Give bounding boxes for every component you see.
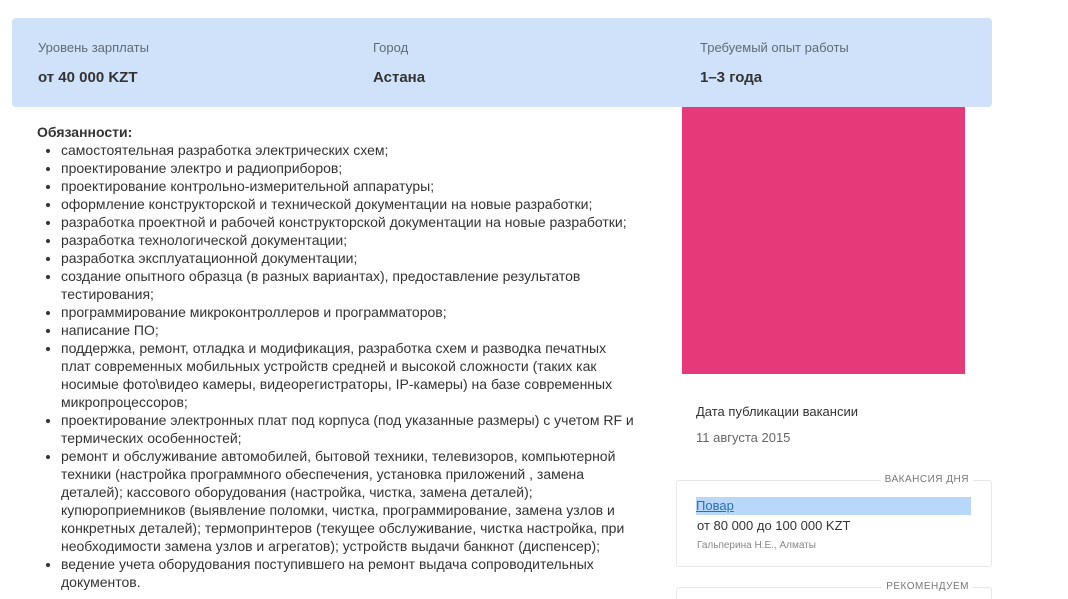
list-item: • ведение учета оборудования поступившего на ремонт выдача сопроводительных документов. — [61, 555, 611, 591]
publication-info — [696, 404, 858, 446]
experience-value: 1–3 года — [700, 69, 763, 86]
vacancy-of-day-tag: ВАКАНСИЯ ДНЯ — [881, 473, 973, 487]
list-item: • проектирование электронных плат под корпуса (под указанные размеры) с учетом RF и термических особенностей; — [61, 411, 657, 447]
salary-value: от 40 000 KZT — [38, 69, 138, 86]
experience-label: Требуемый опыт работы — [700, 40, 849, 55]
ad-banner[interactable] — [682, 107, 965, 374]
duties-title: Обязанности: — [37, 124, 133, 140]
recommended-tag: РЕКОМЕНДУЕМ — [882, 580, 973, 594]
list-item: • ремонт и обслуживание автомобилей, бытовой техники, телевизоров, компьютерной техники (настройка программного обеспечения, установка приложений , замена деталей); кассового оборудования (настройка, чистка, замена деталей); купюроприемников (выявление поломки, чистка, программирование, замена узлов и конкретных деталей); термопринтеров (текущее обслуживание, чистка настройка, при необходимости замена узлов и агрегатов); устройств выдачи банкнот (диспенсер); — [61, 447, 631, 555]
city-summary — [373, 40, 425, 87]
list-item: • программирование микроконтроллеров и программаторов; — [61, 303, 657, 321]
salary-label: Уровень зарплаты — [38, 40, 149, 55]
list-item: • проектирование контрольно-измерительной аппаратуры; — [61, 177, 657, 195]
list-item: • разработка технологической документации; — [61, 231, 657, 249]
publication-date: 11 августа 2015 — [696, 430, 791, 445]
list-item: • создание опытного образца (в разных вариантах), предоставление результатов тестирования; — [61, 267, 601, 303]
vacancy-of-day-link[interactable]: Повар — [696, 497, 971, 515]
experience-summary — [700, 40, 849, 87]
vacancy-of-day-employer: Гальперина Н.Е., Алматы — [697, 540, 816, 551]
list-item: • написание ПО; — [61, 321, 657, 339]
list-item: • разработка проектной и рабочей конструкторской документации на новые разработки; — [61, 213, 657, 231]
vacancy-of-day-card — [676, 474, 992, 567]
list-item: • разработка эксплуатационной документации; — [61, 249, 657, 267]
vacancy-of-day-salary: от 80 000 до 100 000 KZT — [697, 518, 851, 533]
vacancy-summary-bar — [12, 18, 992, 107]
city-label: Город — [373, 40, 409, 55]
list-item: • оформление конструкторской и технической документации на новые разработки; — [61, 195, 657, 213]
city-value: Астана — [373, 69, 426, 86]
publication-label: Дата публикации вакансии — [696, 404, 858, 419]
recommended-card — [676, 581, 992, 599]
list-item: • самостоятельная разработка электрических схем; — [61, 141, 657, 159]
vacancy-description — [37, 123, 657, 591]
duties-list — [37, 141, 657, 591]
list-item: • проектирование электро и радиоприборов; — [61, 159, 657, 177]
salary-summary — [38, 40, 149, 87]
list-item: • поддержка, ремонт, отладка и модификация, разработка схем и разводка печатных плат современных мобильных устройств средней и высокой сложности (таких как носимые фото\видео камеры, видеорегистраторы, IP-камеры) на базе современных микропроцессоров; — [61, 339, 621, 411]
